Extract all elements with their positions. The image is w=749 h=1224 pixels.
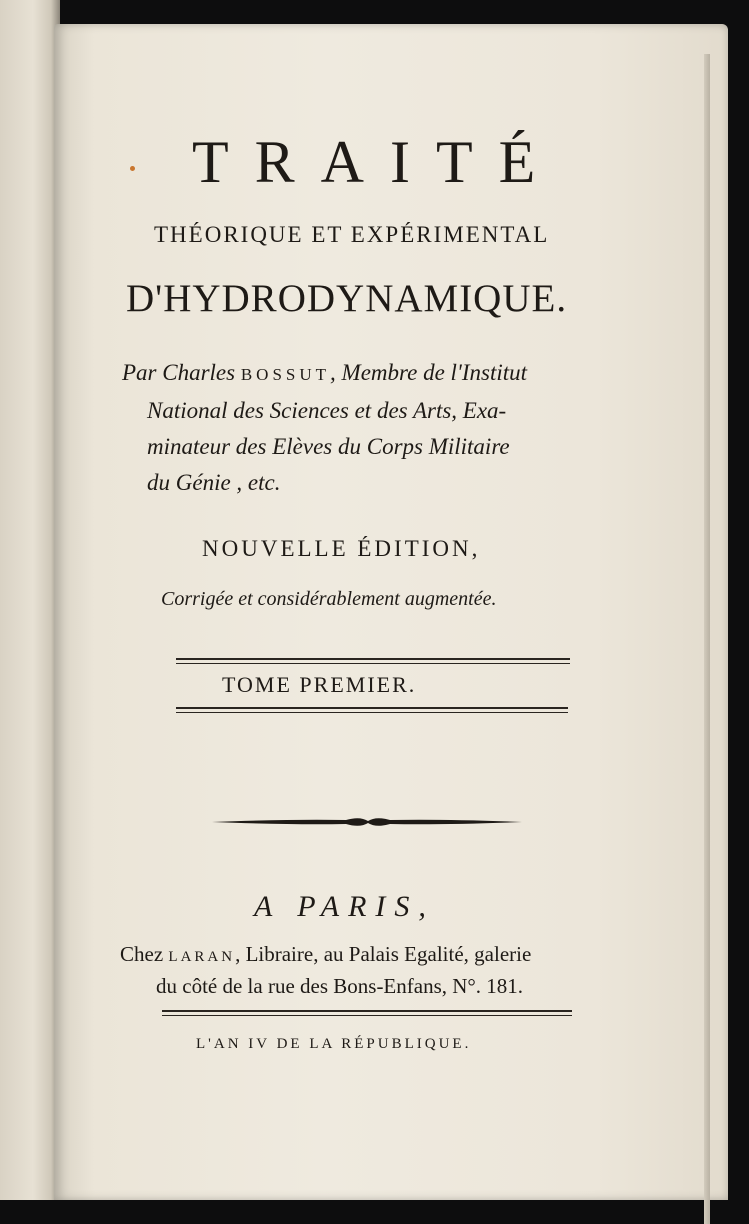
ornamental-rule — [210, 812, 526, 832]
author-line-3: minateur des Elèves du Corps Militaire — [147, 434, 510, 459]
author-line-2: National des Sciences et des Arts, Exa- — [147, 398, 507, 423]
ink-spot — [130, 166, 135, 171]
page-edge — [704, 54, 710, 1224]
book-subtitle: THÉORIQUE ET EXPÉRIMENTAL — [154, 222, 550, 247]
book-subject: D'HYDRODYNAMIQUE. — [126, 277, 568, 320]
volume-label: TOME PREMIER. — [222, 672, 417, 697]
publisher-rest: , Libraire, au Palais Egalité, galerie — [235, 942, 532, 966]
imprint-place: A PARIS, — [254, 890, 435, 923]
author-line-1-rest: , Membre de l'Institut — [330, 360, 528, 385]
double-rule-imprint — [162, 1010, 572, 1012]
author-line-4: du Génie , etc. — [147, 470, 281, 495]
author-name: BOSSUT — [240, 365, 331, 384]
double-rule-bottom — [176, 707, 568, 709]
book-title: TRAITÉ — [192, 129, 562, 195]
facing-page — [0, 0, 60, 1200]
author-prefix: Par Charles — [122, 360, 241, 385]
title-page — [54, 24, 728, 1200]
edition-note: Corrigée et considérablement augmentée. — [161, 588, 497, 610]
author-line-1 — [122, 360, 527, 386]
publisher-line — [120, 942, 531, 967]
publisher-prefix: Chez — [120, 942, 169, 966]
publisher-address: du côté de la rue des Bons-Enfans, N°. 181. — [156, 974, 524, 998]
double-rule-top — [176, 658, 570, 660]
publisher-name: LARAN — [168, 949, 236, 965]
edition-heading: NOUVELLE ÉDITION, — [202, 536, 481, 561]
imprint-date: L'AN IV DE LA RÉPUBLIQUE. — [196, 1036, 472, 1052]
